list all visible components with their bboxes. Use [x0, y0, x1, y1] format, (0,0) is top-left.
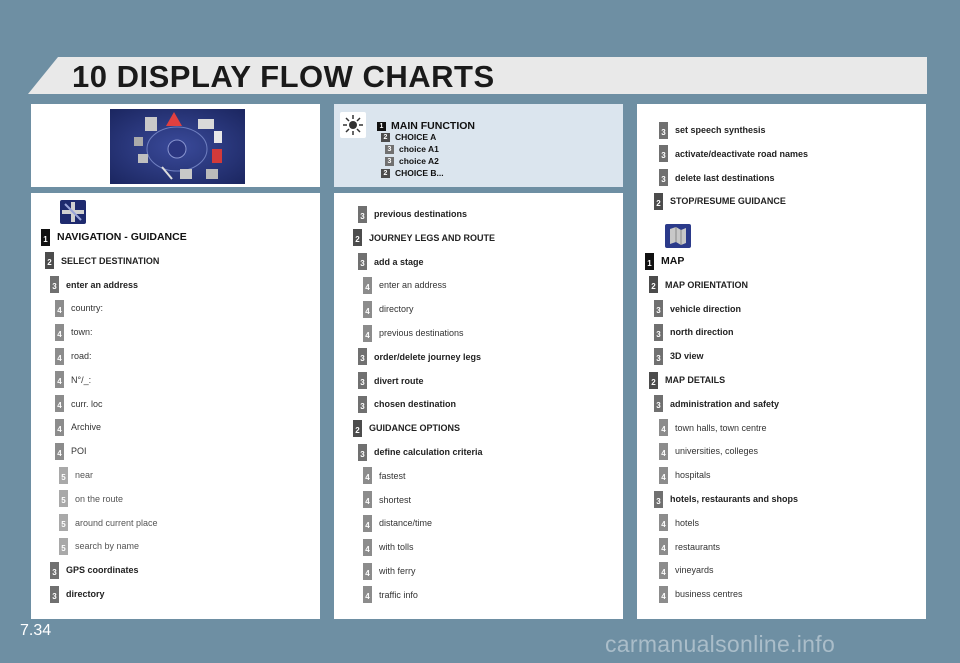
flow-item-label: with tolls: [379, 542, 414, 553]
level-badge: 3: [385, 157, 394, 166]
flow-item-label: vineyards: [675, 565, 714, 576]
page-title: 10 DISPLAY FLOW CHARTS: [72, 59, 495, 94]
flow-item-level-2: [45, 252, 159, 270]
level-badge: 4: [659, 514, 668, 531]
multifunction-dial-icon: [110, 109, 245, 184]
flow-item-label: previous destinations: [374, 209, 468, 219]
level-badge: 3: [654, 348, 663, 365]
level-badge: 4: [363, 515, 372, 532]
flow-item-label: NAVIGATION - GUIDANCE: [57, 231, 187, 243]
page-number: 7.34: [20, 622, 52, 639]
flow-item-level-4: [55, 395, 103, 413]
flow-item-level-4: [659, 561, 714, 579]
flow-item-level-3: [659, 169, 775, 187]
flow-item-label: north direction: [670, 327, 734, 338]
legend-label: MAIN FUNCTION: [391, 120, 475, 132]
level-badge: 4: [363, 325, 372, 342]
flow-item-level-4: [55, 299, 103, 317]
flow-item-label: universities, colleges: [675, 446, 759, 457]
flow-item-label: activate/deactivate road names: [675, 148, 809, 159]
flow-item-label: chosen destination: [374, 399, 457, 410]
legend-choice-a2: [385, 156, 439, 166]
flow-item-label: with ferry: [379, 566, 416, 576]
flow-item-label: traffic info: [379, 589, 418, 600]
flow-item-level-3: [358, 253, 424, 271]
level-badge: 4: [55, 395, 64, 412]
flow-item-label: previous destinations: [379, 328, 464, 338]
flow-item-label: enter an address: [66, 279, 139, 290]
flow-item-label: restaurants: [675, 541, 721, 552]
sun-display-icon: [340, 112, 366, 138]
level-badge: 2: [45, 252, 54, 269]
flow-item-level-4: [363, 491, 411, 509]
level-badge: 3: [358, 206, 367, 223]
flow-item-level-3: [654, 323, 734, 341]
flow-item-level-3: [654, 395, 779, 413]
flow-item-label: business centres: [675, 589, 743, 600]
level-badge: 4: [659, 419, 668, 436]
flow-item-label: town halls, town centre: [675, 422, 767, 433]
flow-item-level-1: [645, 252, 684, 270]
flow-item-level-5: [59, 537, 139, 555]
flow-item-label: delete last destinations: [675, 172, 775, 183]
legend-label: CHOICE A: [395, 132, 437, 142]
flow-item-level-2: [649, 276, 748, 294]
level-badge: 4: [363, 586, 372, 603]
legend-main-function: [377, 120, 475, 132]
level-badge: 4: [363, 563, 372, 580]
level-badge: 3: [50, 276, 59, 293]
level-badge: 5: [59, 467, 68, 484]
level-badge: 3: [50, 586, 59, 603]
flow-item-label: directory: [66, 589, 105, 599]
flow-item-label: SELECT DESTINATION: [61, 255, 160, 266]
level-badge: 2: [353, 229, 362, 246]
flow-item-label: vehicle direction: [670, 303, 742, 314]
flow-item-level-1: [41, 228, 187, 246]
flow-item-level-4: [363, 324, 464, 342]
flow-item-label: order/delete journey legs: [374, 351, 482, 362]
flow-item-level-3: [654, 300, 741, 318]
level-badge: 2: [649, 372, 658, 389]
level-badge: 3: [358, 396, 367, 413]
flow-item-level-4: [659, 442, 758, 460]
flow-item-level-4: [55, 347, 92, 365]
flow-item-label: town:: [71, 327, 93, 338]
flow-item-label: shortest: [379, 494, 412, 505]
level-badge: 3: [50, 562, 59, 579]
level-badge: 1: [377, 122, 386, 131]
level-badge: 4: [363, 467, 372, 484]
flow-item-label: hospitals: [675, 470, 711, 481]
level-badge: 4: [363, 301, 372, 318]
flow-item-level-2: [654, 192, 786, 210]
flow-item-level-4: [363, 300, 414, 318]
flow-item-level-5: [59, 466, 93, 484]
flow-item-level-3: [358, 443, 483, 461]
flow-item-level-2: [649, 371, 725, 389]
flow-item-label: administration and safety: [670, 398, 780, 409]
flow-item-level-2: [353, 229, 495, 247]
flow-item-level-3: [358, 395, 456, 413]
level-badge: 1: [41, 229, 50, 246]
flow-item-label: directory: [379, 304, 414, 315]
legend-choice-a1: [385, 144, 439, 154]
flow-item-level-3: [659, 145, 808, 163]
level-badge: 4: [55, 371, 64, 388]
flow-item-label: set speech synthesis: [675, 125, 766, 135]
flow-item-level-4: [659, 466, 711, 484]
watermark: carmanualsonline.info: [605, 631, 836, 657]
flow-item-level-3: [50, 561, 139, 579]
level-badge: 3: [358, 253, 367, 270]
legend-label: CHOICE B...: [395, 168, 444, 178]
level-badge: 4: [55, 348, 64, 365]
flow-item-level-4: [659, 538, 720, 556]
level-badge: 4: [659, 562, 668, 579]
flow-item-label: curr. loc: [71, 398, 103, 409]
flow-item-level-4: [363, 538, 414, 556]
flow-item-label: Archive: [71, 422, 102, 433]
level-badge: 4: [659, 538, 668, 555]
level-badge: 2: [654, 193, 663, 210]
flow-item-level-3: [358, 348, 481, 366]
flow-item-level-3: [50, 276, 138, 294]
flow-item-level-3: [358, 205, 467, 223]
flow-item-label: 3D view: [670, 351, 704, 362]
flow-item-level-4: [659, 419, 767, 437]
legend-label: choice A2: [399, 156, 439, 166]
flow-item-label: hotels, restaurants and shops: [670, 494, 799, 504]
level-badge: 3: [358, 444, 367, 461]
level-badge: 4: [363, 277, 372, 294]
flow-item-label: N°/_:: [71, 374, 92, 385]
flow-item-level-3: [654, 347, 704, 365]
flow-item-level-2: [353, 419, 460, 437]
flow-item-label: around current place: [75, 517, 158, 528]
flow-item-level-5: [59, 514, 158, 532]
flow-item-level-3: [659, 121, 766, 139]
flow-item-label: search by name: [75, 541, 140, 552]
level-badge: 3: [358, 372, 367, 389]
flow-item-label: near: [75, 470, 94, 480]
flow-item-label: GPS coordinates: [66, 565, 139, 576]
level-badge: 4: [363, 539, 372, 556]
level-badge: 2: [649, 276, 658, 293]
flow-item-label: JOURNEY LEGS AND ROUTE: [369, 232, 496, 243]
level-badge: 3: [659, 145, 668, 162]
level-badge: 4: [659, 467, 668, 484]
flow-item-level-4: [363, 514, 432, 532]
legend-panel: [334, 104, 623, 187]
level-badge: 4: [55, 300, 64, 317]
map-icon: [665, 224, 691, 248]
flow-item-level-4: [363, 467, 406, 485]
flow-item-label: define calculation criteria: [374, 447, 483, 457]
level-badge: 4: [363, 491, 372, 508]
flow-item-label: divert route: [374, 375, 424, 386]
flow-item-level-3: [50, 585, 105, 603]
level-badge: 5: [59, 490, 68, 507]
level-badge: 4: [659, 586, 668, 603]
level-badge: 5: [59, 514, 68, 531]
flow-item-level-3: [358, 372, 424, 390]
flow-item-level-4: [363, 586, 418, 604]
navigation-crossroads-icon: [60, 200, 86, 224]
flow-item-label: country:: [71, 303, 104, 314]
level-badge: 3: [659, 122, 668, 139]
flow-item-level-4: [659, 585, 743, 603]
flow-item-label: add a stage: [374, 256, 424, 267]
level-badge: 3: [358, 348, 367, 365]
flow-item-level-4: [55, 371, 91, 389]
level-badge: 2: [353, 420, 362, 437]
legend-label: choice A1: [399, 144, 439, 154]
flow-item-label: MAP ORIENTATION: [665, 279, 748, 290]
level-badge: 4: [55, 443, 64, 460]
level-badge: 4: [55, 324, 64, 341]
flow-item-level-4: [363, 276, 447, 294]
flow-item-level-4: [55, 442, 87, 460]
flow-item-level-4: [55, 418, 101, 436]
flow-item-level-4: [55, 323, 93, 341]
level-badge: 2: [381, 133, 390, 142]
flow-item-label: fastest: [379, 470, 406, 481]
flow-item-label: hotels: [675, 517, 700, 528]
level-badge: 3: [385, 145, 394, 154]
level-badge: 3: [654, 324, 663, 341]
flow-item-label: GUIDANCE OPTIONS: [369, 423, 461, 434]
flow-item-level-4: [659, 514, 699, 532]
flow-item-label: enter an address: [379, 280, 447, 291]
flow-item-level-5: [59, 490, 123, 508]
flow-item-label: distance/time: [379, 518, 433, 529]
level-badge: 2: [381, 169, 390, 178]
level-badge: 3: [654, 395, 663, 412]
level-badge: 5: [59, 538, 68, 555]
legend-choice-a: [381, 132, 436, 142]
level-badge: 4: [55, 419, 64, 436]
legend-choice-b: [381, 168, 444, 178]
flow-item-label: POI: [71, 446, 87, 457]
flow-item-level-4: [363, 562, 416, 580]
level-badge: 1: [645, 253, 654, 270]
flow-item-label: road:: [71, 351, 92, 361]
flow-item-label: MAP: [661, 255, 685, 267]
level-badge: 3: [659, 169, 668, 186]
flow-item-label: MAP DETAILS: [665, 375, 726, 385]
flow-item-label: on the route: [75, 493, 124, 504]
flow-item-label: STOP/RESUME GUIDANCE: [670, 196, 786, 207]
level-badge: 3: [654, 491, 663, 508]
flow-item-level-3: [654, 490, 798, 508]
level-badge: 3: [654, 300, 663, 317]
level-badge: 4: [659, 443, 668, 460]
